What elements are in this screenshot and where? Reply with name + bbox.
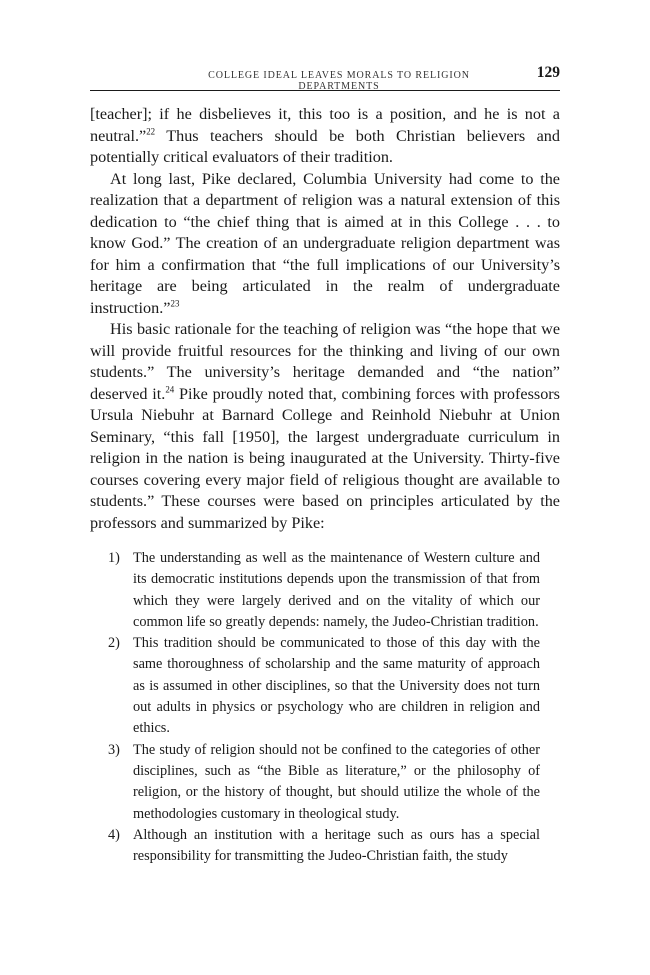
quote-item-3 <box>108 740 540 825</box>
footnote-ref-24: 24 <box>165 383 175 394</box>
running-title: COLLEGE IDEAL LEAVES MORALS TO RELIGION DEPARTMENTS <box>208 70 470 92</box>
paragraph-2-text-a: At long last, Pike declared, Columbia University had come to the realization that a department of religion was a natural extension of this dedication to “the chief thing that is aimed at in this College . . . to know God.” The creation of an undergraduate religion department was for him a confirmation that “the full implications of our University’s heritage are being articulated in the realm of undergraduate instruction.” <box>90 169 560 317</box>
quote-item-text: This tradition should be communicated to those of this day with the same thoroughness of scholarship and the same maturity of approach as is assumed in other disciplines, so that the University does not turn out adults in physics or psychology who are children in religion and ethics. <box>133 635 540 737</box>
footnote-ref-23: 23 <box>170 297 180 308</box>
quote-item-text: Although an institution with a heritage such as ours has a special responsibility for transmitting the Judeo-Christian faith, the study <box>133 826 540 865</box>
quote-item-number: 4) <box>108 826 120 843</box>
quote-item-number: 3) <box>108 741 120 758</box>
footnote-ref-22: 22 <box>146 125 156 136</box>
paragraph-1 <box>90 104 560 169</box>
quote-item-text: The understanding as well as the maintenance of Western culture and its democratic institutions depends upon the transmission of that from which they were largely derived and on the vitality of which our common life so greatly depends: namely, the Judeo-Christian tradition. <box>133 550 540 630</box>
paragraph-3 <box>90 319 560 534</box>
quote-item-1 <box>108 548 540 633</box>
paragraph-3-text-b: Pike proudly noted that, combining forces with professors Ursula Niebuhr at Barnard College and Reinhold Niebuhr at Union Seminary, “this fall [1950], the largest undergraduate curriculum in religion in the nation is being inaugurated at the University. Thirty-five courses covering every major field of religious thought are available to students.” These courses were based on principles articulated by the professors and summarized by Pike: <box>90 384 560 532</box>
quote-item-number: 2) <box>108 635 120 652</box>
running-header <box>90 60 560 91</box>
paragraph-2 <box>90 169 560 320</box>
quote-item-number: 1) <box>108 550 120 566</box>
paragraph-1-text-b: Thus teachers should be both Christian believers and potentially critical evaluators of their tradition. <box>90 126 560 166</box>
quote-item-text: The study of religion should not be confined to the categories of other disciplines, such as “the Bible as literature,” or the philosophy of religion, or the history of thought, but should utilize the whole of the methodologies customary in theological study. <box>133 741 540 822</box>
body-text <box>90 104 560 534</box>
page-number: 129 <box>536 64 560 81</box>
quote-item-2 <box>108 633 540 739</box>
paragraph-1-text-a: [teacher]; if he disbelieves it, this too is a position, and he is not a neutral.” <box>90 105 560 145</box>
quote-item-4 <box>108 825 540 868</box>
paragraph-3-text-a: His basic rationale for the teaching of religion was “the hope that we will provide fruitful resources for the thinking and living of our own students.” The university’s heritage demanded and “the nation” deserved it. <box>90 320 560 403</box>
block-quote-list <box>108 548 540 867</box>
